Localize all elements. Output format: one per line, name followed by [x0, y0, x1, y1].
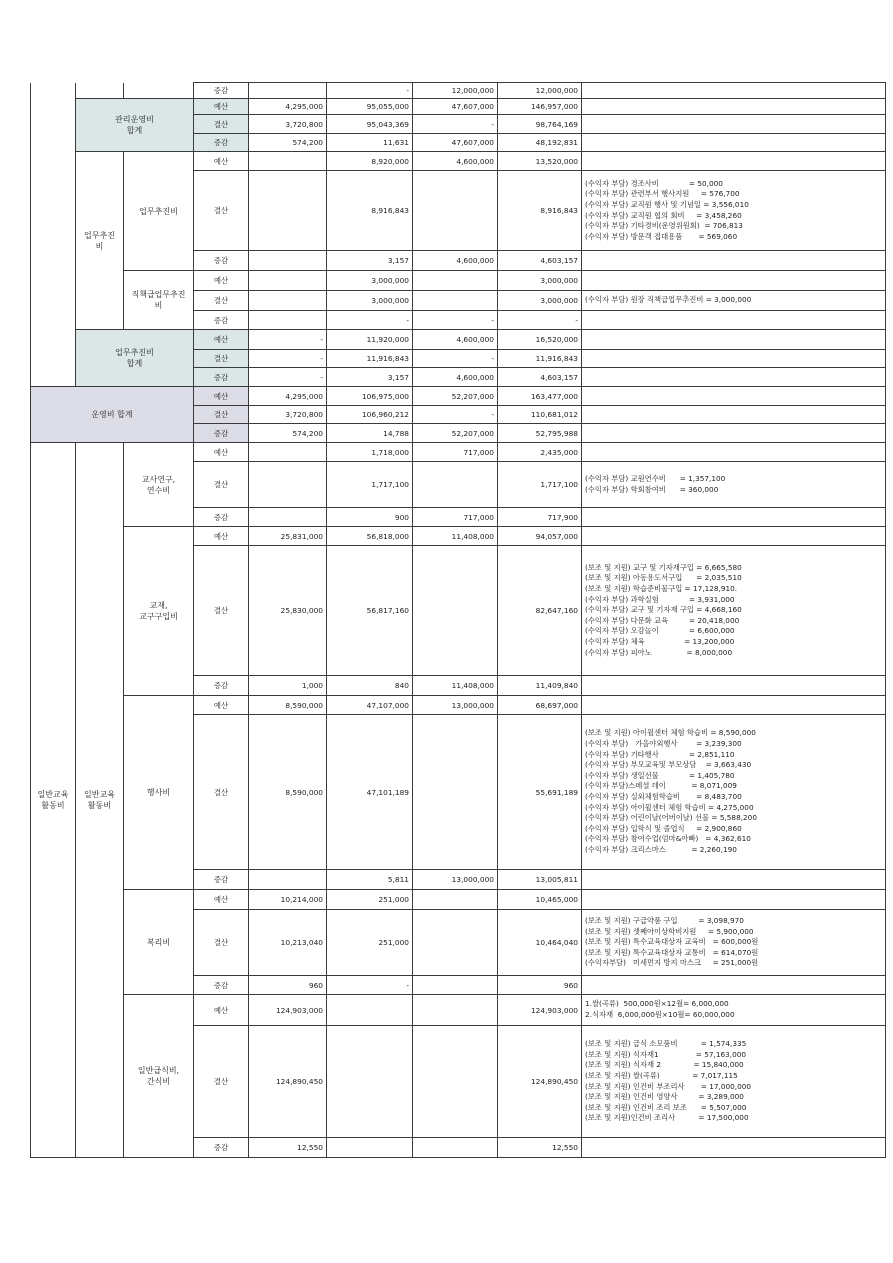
amount-c4: 10,465,000 [498, 890, 582, 910]
amount-c4: 110,681,012 [498, 406, 582, 424]
row-note: 1.쌀(곡류) 500,000원×12월= 6,000,000 2.식자재 6,000,000원×10월= 60,000,000 [582, 995, 886, 1026]
amount-c4: 4,603,157 [498, 368, 582, 387]
ilban-mid-label: 일반교육 활동비 [76, 443, 124, 1158]
amount-c1: 4,295,000 [249, 99, 327, 115]
amount-c2: 3,000,000 [327, 271, 413, 291]
amount-c4: 82,647,160 [498, 546, 582, 676]
amount-c3: 12,000,000 [413, 83, 498, 99]
row-kind: 결산 [194, 350, 249, 368]
amount-c1 [249, 83, 327, 99]
amount-c4: 98,764,169 [498, 115, 582, 134]
amount-c4: 8,916,843 [498, 171, 582, 251]
amount-c3 [413, 910, 498, 976]
row-kind: 증감 [194, 311, 249, 330]
row-kind: 예산 [194, 443, 249, 462]
amount-c3: 4,600,000 [413, 251, 498, 271]
row-note: (보조 및 지원) 교구 및 기자재구입 = 6,665,580 (보조 및 지원) 아동용도서구입 = 2,035,510 (보조 및 지원) 학습준비물구입 = 17,128,910. (수익자 부담) 과학실험 = 3,931,000 (수익자 부담) 교구 및 기자재 구입 = 4,668,160 (수익자 부담) 다문화 교육 = 20,418,000 (수익자 부담) 오감놀이 = 6,600,000 (수익자 부담) 체육 = 13,200,000 (수익자 부담) 피아노 = 8,000,000 [582, 546, 886, 676]
row-kind: 결산 [194, 171, 249, 251]
amount-c1 [249, 171, 327, 251]
top-left-mid [76, 83, 124, 99]
amount-c3: 4,600,000 [413, 152, 498, 171]
amount-c3: 4,600,000 [413, 330, 498, 350]
amount-c1: 1,000 [249, 676, 327, 696]
amount-c3 [413, 171, 498, 251]
amount-c4: 4,603,157 [498, 251, 582, 271]
amount-c2: - [327, 976, 413, 995]
amount-c2: 3,000,000 [327, 291, 413, 311]
row-note [582, 271, 886, 291]
amount-c3: - [413, 115, 498, 134]
row-note [582, 387, 886, 406]
row-kind: 증감 [194, 976, 249, 995]
amount-c1 [249, 443, 327, 462]
row-note: (수익자 부담) 원장 직책급업무추진비 = 3,000,000 [582, 291, 886, 311]
amount-c2: 1,717,100 [327, 462, 413, 508]
amount-c1: 25,831,000 [249, 527, 327, 546]
amount-c3: 13,000,000 [413, 870, 498, 890]
amount-c2: 95,043,369 [327, 115, 413, 134]
row-note [582, 976, 886, 995]
top-left-outer [31, 83, 76, 99]
amount-c1 [249, 870, 327, 890]
row-kind: 증감 [194, 134, 249, 152]
amount-c2: 56,818,000 [327, 527, 413, 546]
amount-c3: 11,408,000 [413, 676, 498, 696]
amount-c1 [249, 251, 327, 271]
row-kind: 결산 [194, 115, 249, 134]
row-kind: 예산 [194, 890, 249, 910]
amount-c2: 56,817,160 [327, 546, 413, 676]
amount-c3 [413, 546, 498, 676]
gyosa-row-0 [31, 443, 886, 462]
amount-c4: - [498, 311, 582, 330]
amount-c1: 8,590,000 [249, 696, 327, 715]
amount-c2: 106,975,000 [327, 387, 413, 406]
amount-c1: - [249, 368, 327, 387]
amount-c3: 11,408,000 [413, 527, 498, 546]
row-note [582, 251, 886, 271]
row-note: (보조 및 지원) 급식 소모품비 = 1,574,335 (보조 및 지원) 식자재1 = 57,163,000 (보조 및 지원) 식자재 2 = 15,840,000 (보조 및 지원) 쌀(곡류) = 7,017,115 (보조 및 지원) 인건비 부조리사 = 17,000,000 (보조 및 지원) 인건비 영양사 = 3,289,000 (보조 및 지원) 인건비 조리 보조 = 5,507,000 (보조 및 지원)인건비 조리사 = 17,500,000 [582, 1026, 886, 1138]
amount-c4: 3,000,000 [498, 271, 582, 291]
amount-c2: 8,916,843 [327, 171, 413, 251]
row-kind: 결산 [194, 462, 249, 508]
gwanri-total-row-0 [31, 99, 886, 115]
gyosa-label: 교사연구, 연수비 [124, 443, 194, 527]
row-note [582, 424, 886, 443]
row-kind: 예산 [194, 152, 249, 171]
amount-c1: - [249, 330, 327, 350]
amount-c1: 574,200 [249, 134, 327, 152]
row-kind: 증감 [194, 83, 249, 99]
amount-c4: 163,477,000 [498, 387, 582, 406]
eopmu-chujin-outer-label: 업무추진 비 [76, 152, 124, 330]
row-kind: 예산 [194, 99, 249, 115]
row-note: (보조 및 지원) 아이윌센터 체험 학습비 = 8,590,000 (수익자 부담) 가을야외행사 = 3,239,300 (수익자 부담) 기타행사 = 2,851,110 (수익자 부담) 부모교육및 부모상담 = 3,663,430 (수익자 부담) 생일선물 = 1,405,780 (수익자 부담)스페셜 데이 = 8,071,009 (수익자 부담) 실외체험학습비 = 8,483,700 (수익자 부담) 아이윌센터 체험 학습비 = 4,275,000 (수익자 부담) 어린이날(어버이날) 선물 = 5,588,200 (수익자 부담) 입학식 및 졸업식 = 2,900,860 (수익자 부담) 참여수업(엄마&아빠) = 4,362,610 (수익자 부담) 크리스마스 = 2,260,190 [582, 715, 886, 870]
row-kind: 증감 [194, 251, 249, 271]
amount-c1: 4,295,000 [249, 387, 327, 406]
amount-c4: 13,005,811 [498, 870, 582, 890]
row-note [582, 115, 886, 134]
amount-c4: 48,192,831 [498, 134, 582, 152]
amount-c3 [413, 462, 498, 508]
haengsa-label: 행사비 [124, 696, 194, 890]
row-kind: 예산 [194, 527, 249, 546]
amount-c4: 124,903,000 [498, 995, 582, 1026]
row-note [582, 311, 886, 330]
row-kind: 증감 [194, 1138, 249, 1158]
amount-c2: 95,055,000 [327, 99, 413, 115]
amount-c3: 47,607,000 [413, 99, 498, 115]
row-note [582, 443, 886, 462]
amount-c2: 251,000 [327, 890, 413, 910]
geupsik-row-0 [31, 995, 886, 1026]
amount-c2: 1,718,000 [327, 443, 413, 462]
amount-c4: 11,916,843 [498, 350, 582, 368]
amount-c2: 47,101,189 [327, 715, 413, 870]
eopmu-chujin-row-0 [31, 152, 886, 171]
amount-c1: 3,720,800 [249, 406, 327, 424]
row-kind: 예산 [194, 330, 249, 350]
amount-c4: 124,890,450 [498, 1026, 582, 1138]
row-note [582, 1138, 886, 1158]
amount-c1: 960 [249, 976, 327, 995]
amount-c1: - [249, 350, 327, 368]
amount-c1 [249, 311, 327, 330]
amount-c3: 47,607,000 [413, 134, 498, 152]
amount-c4: 717,900 [498, 508, 582, 527]
amount-c1: 574,200 [249, 424, 327, 443]
amount-c1: 25,830,000 [249, 546, 327, 676]
gyojae-row-0 [31, 527, 886, 546]
amount-c3: - [413, 311, 498, 330]
unyeong-total-label: 운영비 합계 [31, 387, 194, 443]
row-note: (수익자 부담) 경조사비 = 50,000 (수익자 부담) 관련부서 행사지원 = 576,700 (수익자 부담) 교직원 행사 및 기념일 = 3,556,010 (수익자 부담) 교직원 협의 회비 = 3,458,260 (수익자 부담) 기타경비(운영위원회) = 706,813 (수익자 부담) 방문객 접대용품 = 569,060 [582, 171, 886, 251]
ilban-outer-label: 일반교육 활동비 [31, 443, 76, 1158]
amount-c1 [249, 271, 327, 291]
amount-c3 [413, 890, 498, 910]
unyeong-total-row-0 [31, 387, 886, 406]
jikchaek-label: 직책급업무추진 비 [124, 271, 194, 330]
gwanri-top-row-0 [31, 83, 886, 99]
row-note: (수익자 부담) 교원연수비 = 1,357,100 (수익자 부담) 학회참여비 = 360,000 [582, 462, 886, 508]
amount-c1 [249, 291, 327, 311]
amount-c2: 8,920,000 [327, 152, 413, 171]
row-note [582, 890, 886, 910]
amount-c2: 3,157 [327, 251, 413, 271]
budget-settlement-table [30, 82, 886, 1158]
amount-c2 [327, 1138, 413, 1158]
amount-c2: - [327, 83, 413, 99]
amount-c2: 47,107,000 [327, 696, 413, 715]
outer-cont [31, 271, 76, 330]
amount-c3: 52,207,000 [413, 387, 498, 406]
amount-c2: - [327, 311, 413, 330]
row-note [582, 350, 886, 368]
amount-c2: 251,000 [327, 910, 413, 976]
amount-c4: 16,520,000 [498, 330, 582, 350]
amount-c1: 12,550 [249, 1138, 327, 1158]
amount-c1: 3,720,800 [249, 115, 327, 134]
jikchaek-row-0 [31, 271, 886, 291]
bokri-row-0 [31, 890, 886, 910]
top-left-sub [124, 83, 194, 99]
eopmu-total-row-0 [31, 330, 886, 350]
amount-c3 [413, 715, 498, 870]
amount-c3 [413, 271, 498, 291]
row-kind: 결산 [194, 546, 249, 676]
row-kind: 결산 [194, 406, 249, 424]
row-kind: 증감 [194, 508, 249, 527]
row-kind: 예산 [194, 995, 249, 1026]
row-note [582, 368, 886, 387]
amount-c2 [327, 1026, 413, 1138]
amount-c3: 4,600,000 [413, 368, 498, 387]
amount-c1: 124,890,450 [249, 1026, 327, 1138]
amount-c3: 717,000 [413, 508, 498, 527]
amount-c4: 13,520,000 [498, 152, 582, 171]
amount-c4: 3,000,000 [498, 291, 582, 311]
outer-cont [31, 330, 76, 387]
amount-c2: 106,960,212 [327, 406, 413, 424]
amount-c4: 12,550 [498, 1138, 582, 1158]
amount-c3 [413, 995, 498, 1026]
row-kind: 예산 [194, 696, 249, 715]
row-kind: 결산 [194, 1026, 249, 1138]
row-note [582, 152, 886, 171]
amount-c1 [249, 462, 327, 508]
amount-c4: 11,409,840 [498, 676, 582, 696]
row-note [582, 99, 886, 115]
amount-c3: - [413, 406, 498, 424]
amount-c3 [413, 976, 498, 995]
row-note: (보조 및 지원) 구급약품 구입 = 3,098,970 (보조 및 지원) 셋째아이상학비지원 = 5,900,000 (보조 및 지원) 특수교육대상자 교육비 = 600,000원 (보조 및 지원) 특수교육대상자 교통비 = 614,070원 (수익자부담) 미세먼지 방지 마스크 = 251,000원 [582, 910, 886, 976]
amount-c4: 1,717,100 [498, 462, 582, 508]
amount-c2: 5,811 [327, 870, 413, 890]
row-kind: 결산 [194, 715, 249, 870]
amount-c4: 2,435,000 [498, 443, 582, 462]
row-kind: 증감 [194, 424, 249, 443]
amount-c4: 12,000,000 [498, 83, 582, 99]
amount-c2: 11,916,843 [327, 350, 413, 368]
amount-c3 [413, 1026, 498, 1138]
row-kind: 증감 [194, 368, 249, 387]
gwanri-total-label: 관리운영비 합계 [76, 99, 194, 152]
row-note [582, 406, 886, 424]
amount-c2: 14,788 [327, 424, 413, 443]
amount-c4: 10,464,040 [498, 910, 582, 976]
amount-c1: 8,590,000 [249, 715, 327, 870]
amount-c3: 13,000,000 [413, 696, 498, 715]
amount-c3: 717,000 [413, 443, 498, 462]
outer-cont [31, 99, 76, 152]
row-kind: 예산 [194, 387, 249, 406]
row-kind: 증감 [194, 676, 249, 696]
row-kind: 증감 [194, 870, 249, 890]
amount-c2: 840 [327, 676, 413, 696]
amount-c2: 900 [327, 508, 413, 527]
eopmu-chujin-label: 업무추진비 [124, 152, 194, 271]
row-note [582, 508, 886, 527]
amount-c4: 146,957,000 [498, 99, 582, 115]
amount-c2: 11,631 [327, 134, 413, 152]
amount-c1 [249, 152, 327, 171]
amount-c2 [327, 995, 413, 1026]
amount-c3: - [413, 350, 498, 368]
amount-c4: 68,697,000 [498, 696, 582, 715]
gyojae-label: 교재, 교구구입비 [124, 527, 194, 696]
amount-c1 [249, 508, 327, 527]
row-note [582, 676, 886, 696]
amount-c4: 55,691,189 [498, 715, 582, 870]
row-note [582, 83, 886, 99]
row-note [582, 696, 886, 715]
bokri-label: 복리비 [124, 890, 194, 995]
amount-c4: 52,795,988 [498, 424, 582, 443]
amount-c4: 94,057,000 [498, 527, 582, 546]
amount-c2: 11,920,000 [327, 330, 413, 350]
row-note [582, 870, 886, 890]
amount-c2: 3,157 [327, 368, 413, 387]
row-kind: 예산 [194, 271, 249, 291]
amount-c1: 124,903,000 [249, 995, 327, 1026]
geupsik-label: 일반급식비, 간식비 [124, 995, 194, 1158]
row-kind: 결산 [194, 910, 249, 976]
eopmu-total-label: 업무추진비 합계 [76, 330, 194, 387]
amount-c3: 52,207,000 [413, 424, 498, 443]
haengsa-row-0 [31, 696, 886, 715]
row-note [582, 330, 886, 350]
amount-c1: 10,213,040 [249, 910, 327, 976]
row-kind: 결산 [194, 291, 249, 311]
outer-cont [31, 152, 76, 271]
amount-c3 [413, 1138, 498, 1158]
amount-c3 [413, 291, 498, 311]
amount-c1: 10,214,000 [249, 890, 327, 910]
row-note [582, 527, 886, 546]
row-note [582, 134, 886, 152]
amount-c4: 960 [498, 976, 582, 995]
